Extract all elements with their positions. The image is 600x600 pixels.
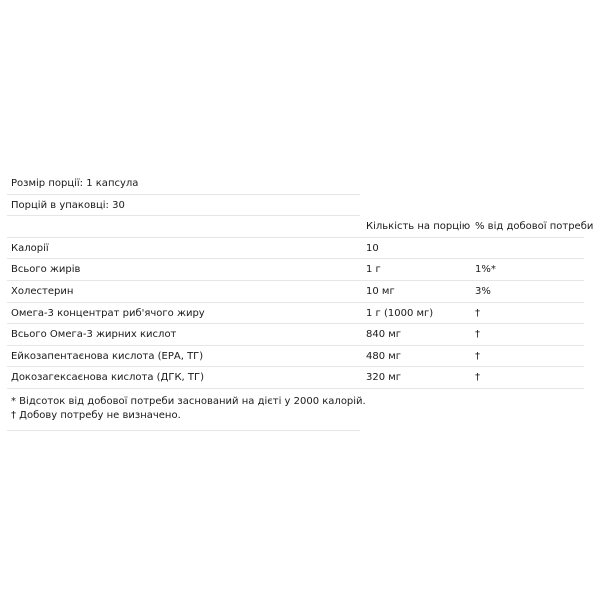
table-row: [7, 324, 584, 346]
nutrient-name: Докозагексаєнова кислота (ДГК, ТГ): [11, 372, 205, 384]
nutrient-amount: 320 мг: [366, 372, 402, 384]
nutrient-name: Всього жирів: [11, 264, 81, 276]
serving-size-label: Розмір порції: 1 капсула: [11, 178, 139, 189]
nutrient-amount: 1 г (1000 мг): [366, 307, 434, 319]
nutrient-daily-value: 3%: [475, 285, 491, 297]
nutrient-name: Калорії: [11, 242, 49, 254]
amount-per-serving-header: Кількість на порцію: [366, 221, 471, 233]
nutrient-amount: 10 мг: [366, 285, 395, 297]
nutrient-amount: 840 мг: [366, 329, 402, 341]
nutrient-daily-value: †: [475, 372, 480, 384]
servings-per-container-row: [7, 195, 360, 217]
footnote-daily-value: * Відсоток від добової потреби заснований на дієті у 2000 калорій.: [11, 395, 366, 407]
supplement-facts-table: [7, 173, 594, 431]
serving-size-row: [7, 173, 360, 195]
nutrient-daily-value: 1%*: [475, 264, 496, 276]
table-row: [7, 367, 584, 389]
table-header-row: [7, 216, 594, 238]
nutrient-name: Ейкозапентаєнова кислота (ЕРА, ТГ): [11, 350, 204, 362]
nutrient-amount: 480 мг: [366, 350, 402, 362]
nutrient-daily-value: †: [475, 307, 480, 319]
nutrient-amount: 1 г: [366, 264, 381, 276]
table-row: [7, 238, 584, 260]
nutrient-name: Холестерин: [11, 285, 74, 297]
nutrient-amount: 10: [366, 242, 379, 254]
footnote-not-established: † Добову потребу не визначено.: [11, 409, 181, 421]
table-row: [7, 281, 584, 303]
table-row: [7, 303, 584, 325]
table-row: [7, 259, 584, 281]
servings-per-container-label: Порцій в упаковці: 30: [11, 199, 125, 211]
daily-value-header: % від добової потреби: [475, 221, 594, 233]
nutrient-name: Всього Омега-3 жирних кислот: [11, 329, 177, 341]
nutrient-name: Омега-3 концентрат риб'ячого жиру: [11, 307, 205, 319]
nutrient-daily-value: †: [475, 350, 480, 362]
table-row: [7, 346, 584, 368]
footnotes: [7, 389, 366, 431]
nutrient-daily-value: †: [475, 329, 480, 341]
